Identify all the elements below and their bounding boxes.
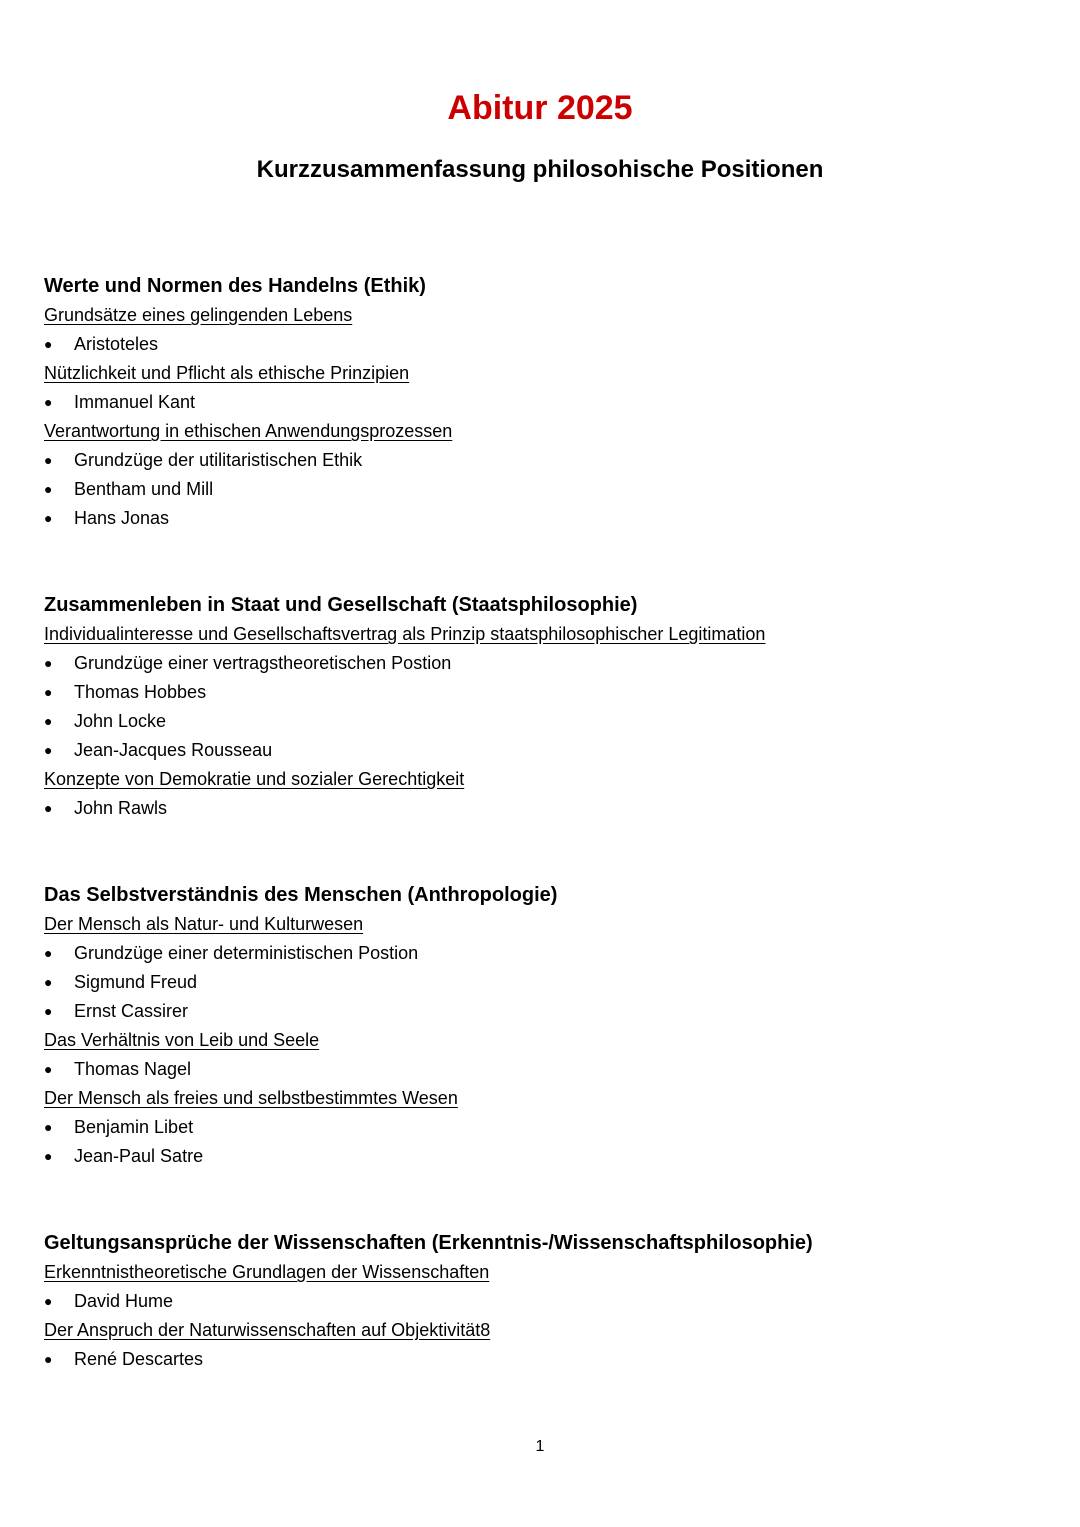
bullet-icon: ● xyxy=(44,655,53,671)
list-item-text: Hans Jonas xyxy=(74,508,170,528)
bullet-icon: ● xyxy=(44,945,53,961)
topic-title: Der Anspruch der Naturwissenschaften auf Objektivität8 xyxy=(44,1320,491,1340)
list-item xyxy=(44,678,1044,707)
topic-title: Das Verhältnis von Leib und Seele xyxy=(44,1030,320,1050)
topic-title: Erkenntnistheoretische Grundlagen der Wissenschaften xyxy=(44,1262,490,1282)
list-item-text: Aristoteles xyxy=(74,334,159,354)
bullet-icon: ● xyxy=(44,1148,53,1164)
list-item-text: Benjamin Libet xyxy=(74,1117,194,1137)
bullet-icon: ● xyxy=(44,713,53,729)
list-item xyxy=(44,794,1044,823)
section-ethik xyxy=(44,272,1044,533)
section-heading: Zusammenleben in Staat und Gesellschaft (Staatsphilosophie) xyxy=(44,594,638,616)
topic-title: Individualinteresse und Gesellschaftsvertrag als Prinzip staatsphilosophischer Legitimation xyxy=(44,624,766,644)
list-item-text: Jean-Jacques Rousseau xyxy=(74,740,273,760)
bullet-icon: ● xyxy=(44,974,53,990)
page-number: 1 xyxy=(535,1438,545,1455)
bullet-icon: ● xyxy=(44,394,53,410)
list-item xyxy=(44,997,1044,1026)
bullet-icon: ● xyxy=(44,742,53,758)
list-item xyxy=(44,707,1044,736)
bullet-icon: ● xyxy=(44,336,53,352)
list-item xyxy=(44,446,1044,475)
list-item-text: Sigmund Freud xyxy=(74,972,198,992)
section-erkenntnisphilosophie xyxy=(44,1229,1044,1374)
list-item-text: Grundzüge einer vertragstheoretischen Postion xyxy=(74,653,452,673)
bullet-icon: ● xyxy=(44,452,53,468)
topic-title: Grundsätze eines gelingenden Lebens xyxy=(44,305,353,325)
list-item xyxy=(44,968,1044,997)
list-item xyxy=(44,475,1044,504)
bullet-icon: ● xyxy=(44,510,53,526)
list-item-text: Immanuel Kant xyxy=(74,392,196,412)
list-item-text: Grundzüge einer deterministischen Postion xyxy=(74,943,419,963)
section-heading: Das Selbstverständnis des Menschen (Anthropologie) xyxy=(44,884,558,906)
list-item xyxy=(44,1142,1044,1171)
section-heading: Geltungsansprüche der Wissenschaften (Erkenntnis-/Wissenschaftsphilosophie) xyxy=(44,1232,813,1254)
page-subtitle: Kurzzusammenfassung philosohische Positionen xyxy=(256,156,824,183)
section-heading: Werte und Normen des Handelns (Ethik) xyxy=(44,275,426,297)
list-item-text: Ernst Cassirer xyxy=(74,1001,189,1021)
list-item xyxy=(44,649,1044,678)
topic-title: Der Mensch als Natur- und Kulturwesen xyxy=(44,914,364,934)
list-item xyxy=(44,330,1044,359)
section-staatsphilosophie xyxy=(44,591,1044,823)
list-item-text: John Rawls xyxy=(74,798,168,818)
list-item-text: Grundzüge der utilitaristischen Ethik xyxy=(74,450,363,470)
list-item xyxy=(44,388,1044,417)
topic-title: Konzepte von Demokratie und sozialer Gerechtigkeit xyxy=(44,769,465,789)
list-item xyxy=(44,939,1044,968)
list-item-text: John Locke xyxy=(74,711,167,731)
list-item xyxy=(44,504,1044,533)
list-item xyxy=(44,736,1044,765)
bullet-icon: ● xyxy=(44,1293,53,1309)
bullet-icon: ● xyxy=(44,1119,53,1135)
list-item-text: Thomas Hobbes xyxy=(74,682,207,702)
bullet-icon: ● xyxy=(44,1061,53,1077)
list-item-text: David Hume xyxy=(74,1291,174,1311)
bullet-icon: ● xyxy=(44,800,53,816)
topic-title: Nützlichkeit und Pflicht als ethische Prinzipien xyxy=(44,363,410,383)
list-item-text: Bentham und Mill xyxy=(74,479,214,499)
topic-title: Der Mensch als freies und selbstbestimmtes Wesen xyxy=(44,1088,458,1108)
list-item xyxy=(44,1055,1044,1084)
bullet-icon: ● xyxy=(44,481,53,497)
list-item-text: Thomas Nagel xyxy=(74,1059,192,1079)
list-item-text: Jean-Paul Satre xyxy=(74,1146,204,1166)
list-item xyxy=(44,1287,1044,1316)
list-item xyxy=(44,1113,1044,1142)
list-item-text: René Descartes xyxy=(74,1349,204,1369)
topic-title: Verantwortung in ethischen Anwendungsprozessen xyxy=(44,421,453,441)
bullet-icon: ● xyxy=(44,684,53,700)
list-item xyxy=(44,1345,1044,1374)
bullet-icon: ● xyxy=(44,1003,53,1019)
bullet-icon: ● xyxy=(44,1351,53,1367)
page-title: Abitur 2025 xyxy=(447,89,633,127)
section-anthropologie xyxy=(44,881,1044,1171)
